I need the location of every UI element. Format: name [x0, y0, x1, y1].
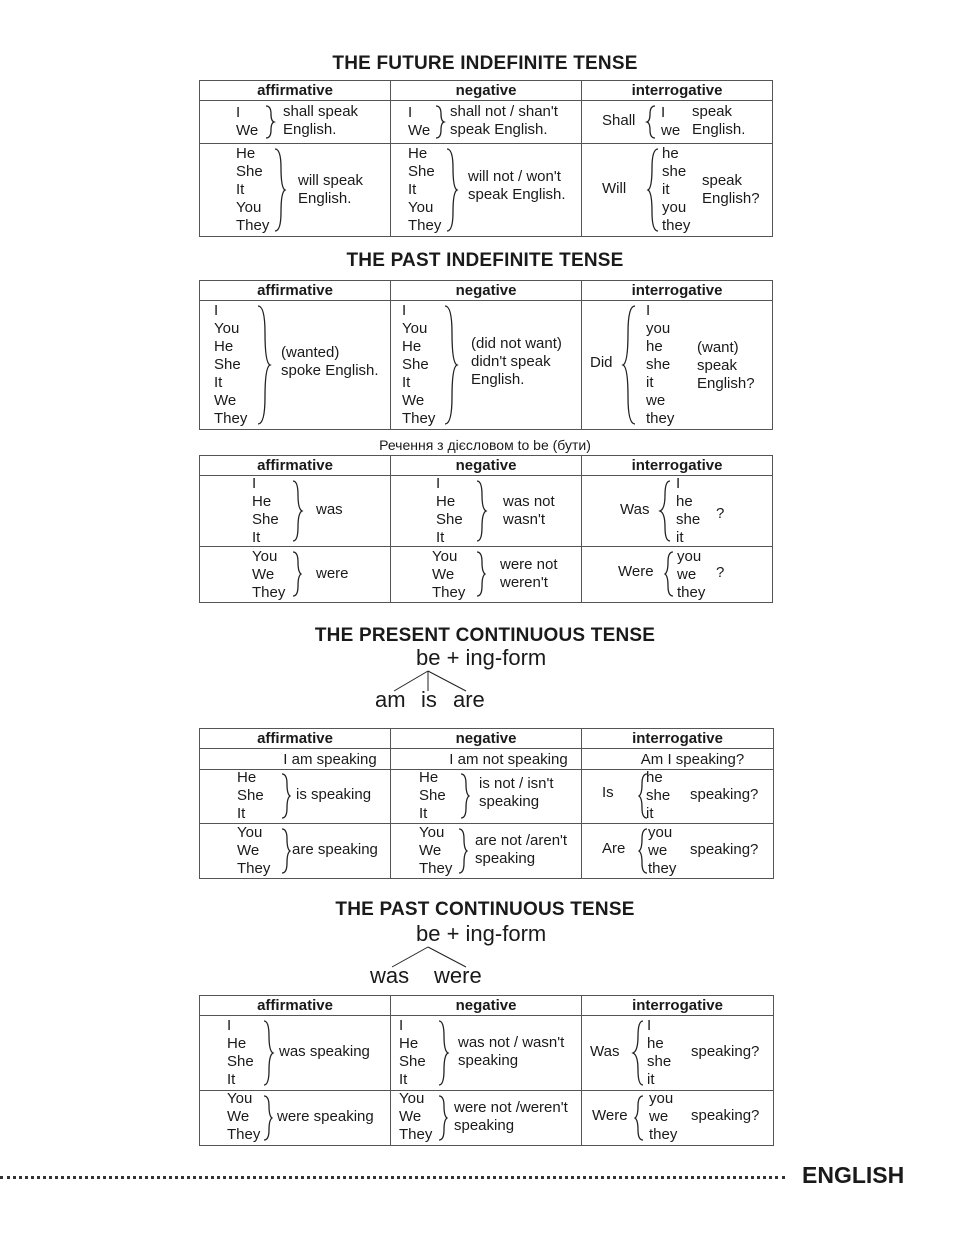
pastcont-r2-aff: You We They were speaking — [227, 1090, 374, 1143]
prescont-r2-neg: You We They are not /aren't speaking — [419, 824, 568, 877]
header-negative: negative — [391, 996, 582, 1016]
footer-dotted-line — [0, 1176, 785, 1179]
prescont-table — [199, 728, 774, 879]
future-r1-aff: I We shall speak English. — [236, 103, 359, 139]
prescont-r0-int: Am I speaking? — [582, 749, 774, 770]
tobe-note: Речення з дієсловом to be (бути) — [379, 437, 591, 453]
tobe-r1-int: Was I he she it ? — [620, 475, 725, 546]
header-interrogative: interrogative — [582, 281, 773, 301]
past-neg: I You He She It We They (did not want) didn't speak English. — [402, 302, 562, 427]
brace-icon — [291, 480, 303, 542]
prescont-r1-int: Is he she it speaking? — [602, 769, 759, 822]
brace-icon — [262, 1020, 274, 1086]
prescont-title: THE PRESENT CONTINUOUS TENSE — [314, 625, 656, 646]
brace-icon — [437, 1095, 447, 1141]
tobe-r2-neg: You We They were not weren't — [432, 548, 558, 601]
header-affirmative: affirmative — [200, 996, 391, 1016]
pastcont-form-was: was — [370, 963, 410, 988]
prescont-r0-neg: I am not speaking — [391, 749, 582, 770]
prescont-r1-neg: He She It is not / isn't speaking — [419, 769, 554, 822]
brace-icon — [638, 828, 648, 874]
header-negative: negative — [391, 729, 582, 749]
future-r2-aff: He She It You They will speak English. — [236, 145, 364, 234]
header-interrogative: interrogative — [582, 81, 773, 101]
brace-icon — [273, 148, 285, 232]
prescont-r1-aff: He She It is speaking — [237, 769, 372, 822]
brace-icon — [634, 1095, 644, 1141]
footer-label: ENGLISH — [802, 1162, 905, 1188]
past-int: Did I you he she it we they (want) speak English? — [590, 302, 755, 427]
pastcont-table — [199, 995, 774, 1146]
header-interrogative: interrogative — [582, 456, 773, 476]
brace-icon — [475, 480, 487, 542]
prescont-form-am: am — [375, 687, 406, 712]
prescont-r2-aff: You We They are speaking — [237, 824, 378, 877]
header-affirmative: affirmative — [200, 456, 391, 476]
tobe-r1-neg: I He She It was not wasn't — [436, 475, 555, 546]
brace-icon — [445, 148, 457, 232]
brace-icon — [659, 480, 671, 542]
future-r1-neg: I We shall not / shan't speak English. — [408, 103, 558, 139]
brace-icon — [256, 305, 270, 425]
header-affirmative: affirmative — [200, 281, 391, 301]
brace-icon — [646, 105, 656, 139]
pastcont-form-were: were — [434, 963, 482, 988]
past-aff: I You He She It We They (wanted) spoke English. — [214, 302, 379, 427]
header-negative: negative — [391, 81, 582, 101]
pastcont-r2-neg: You We They were not /weren't speaking — [399, 1090, 568, 1143]
pastcont-r1-neg: I He She It was not / wasn't speaking — [399, 1017, 565, 1088]
pastcont-r1-aff: I He She It was speaking — [227, 1017, 370, 1088]
brace-icon — [434, 105, 444, 139]
future-table — [199, 80, 773, 237]
header-affirmative: affirmative — [200, 81, 391, 101]
brace-icon — [632, 1020, 644, 1086]
past-title: THE PAST INDEFINITE TENSE — [346, 250, 624, 271]
brace-icon — [291, 551, 301, 597]
brace-icon — [280, 828, 290, 874]
brace-icon — [437, 1020, 449, 1086]
past-table — [199, 280, 773, 430]
brace-icon — [475, 551, 485, 597]
prescont-formula: be + ing-form — [416, 645, 547, 670]
tobe-table — [199, 455, 773, 603]
prescont-r2-int: Are you we they speaking? — [602, 824, 759, 877]
header-interrogative: interrogative — [582, 729, 774, 749]
brace-icon — [264, 105, 274, 139]
brace-icon — [457, 828, 467, 874]
header-negative: negative — [391, 281, 582, 301]
header-negative: negative — [391, 456, 582, 476]
tobe-r1-aff: I He She It was — [252, 475, 343, 546]
header-affirmative: affirmative — [200, 729, 391, 749]
brace-icon — [664, 551, 674, 597]
pastcont-r1-int: Was I he she it speaking? — [590, 1017, 760, 1088]
pastcont-title: THE PAST CONTINUOUS TENSE — [335, 899, 635, 920]
tobe-r2-int: Were you we they ? — [618, 548, 725, 601]
brace-icon — [622, 305, 636, 425]
tobe-r2-aff: You We They were — [252, 548, 349, 601]
pastcont-r2-int: Were you we they speaking? — [592, 1090, 760, 1143]
brace-icon — [262, 1095, 272, 1141]
future-r2-int: Will he she it you they speak English? — [602, 145, 760, 234]
header-interrogative: interrogative — [582, 996, 774, 1016]
pastcont-formula: be + ing-form — [416, 921, 547, 946]
prescont-form-is: is — [421, 687, 437, 712]
brace-icon — [459, 773, 469, 819]
future-r1-int: Shall I we speak English. — [602, 103, 746, 139]
prescont-r0-aff: I am speaking — [200, 749, 391, 770]
prescont-form-are: are — [453, 687, 485, 712]
brace-icon — [443, 305, 457, 425]
brace-icon — [280, 773, 290, 819]
future-r2-neg: He She It You They will not / won't speak English. — [408, 145, 566, 234]
brace-icon — [647, 148, 659, 232]
future-title: THE FUTURE INDEFINITE TENSE — [332, 53, 638, 74]
